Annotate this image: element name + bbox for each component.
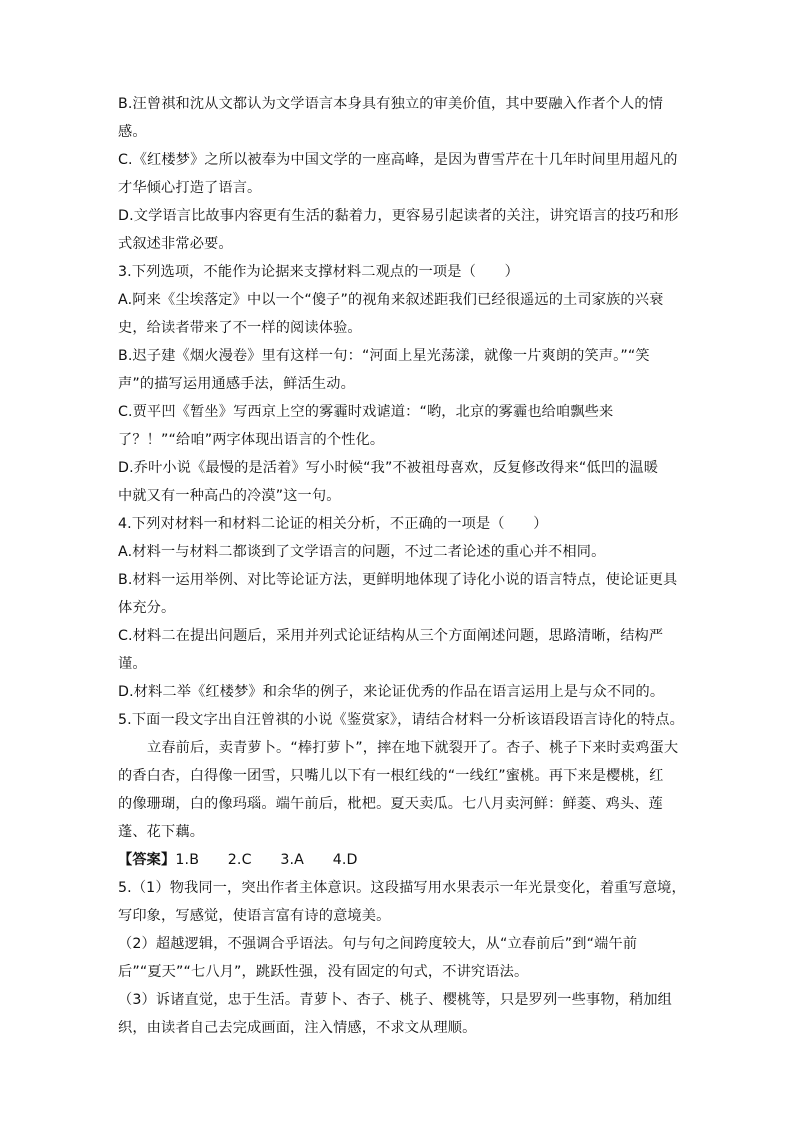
q4-option-a: A.材料一与材料二都谈到了文学语言的问题，不过二者论述的重心并不相同。 xyxy=(118,544,606,560)
q3-option-b-line-1: B.迟子建《烟火漫卷》里有这样一句：“河面上星光荡漾，就像一片爽朗的笑声。”“笑 xyxy=(118,348,650,364)
question-3: 3.下列选项，不能作为论据来支撑材料二观点的一项是（ ） xyxy=(118,264,519,280)
option-c-line-1: C.《红楼梦》之所以被奉为中国文学的一座高峰，是因为曹雪芹在十几年时间里用超凡的 xyxy=(118,152,678,168)
q3-option-d-line-1: D.乔叶小说《最慢的是活着》写小时候“我”不被祖母喜欢，反复修改得来“低凹的温暖 xyxy=(118,460,659,476)
answer-5-line-5: （3）诉诸直觉，忠于生活。青萝卜、杏子、桃子、樱桃等，只是罗列一些事物，稍加组 xyxy=(118,992,673,1008)
answer-5-line-4: 后”“夏天”“七八月”，跳跃性强，没有固定的句式，不讲究语法。 xyxy=(118,964,529,980)
q3-option-d-line-2: 中就又有一种高凸的冷漠”这一句。 xyxy=(118,488,341,504)
q3-option-a-line-1: A.阿来《尘埃落定》中以一个“傻子”的视角来叙述距我们已经很遥远的土司家族的兴衰 xyxy=(118,292,664,308)
answer-5-line-3: （2）超越逻辑，不强调合乎语法。句与句之间跨度较大，从“立春前后”到“端午前 xyxy=(118,936,638,952)
question-5: 5.下面一段文字出自汪曾祺的小说《鉴赏家》，请结合材料一分析该语段语言诗化的特点。 xyxy=(118,712,684,728)
option-b-line-1: B.汪曾祺和沈从文都认为文学语言本身具有独立的审美价值，其中要融入作者个人的情 xyxy=(118,96,664,112)
passage-line-2: 的香白杏，白得像一团雪，只嘴儿以下有一根红线的“一线红”蜜桃。再下来是樱桃，红 xyxy=(118,768,664,784)
q4-option-d: D.材料二举《红楼梦》和余华的例子，来论证优秀的作品在语言运用上是与众不同的。 xyxy=(118,684,665,700)
passage-line-3: 的像珊瑚，白的像玛瑙。端午前后，枇杷。夏天卖瓜。七八月卖河鲜：鲜菱、鸡头、莲 xyxy=(118,796,663,812)
q3-option-b-line-2: 声”的描写运用通感手法，鲜活生动。 xyxy=(118,376,355,392)
q3-option-c-line-2: 了？！”“给咱”两字体现出语言的个性化。 xyxy=(118,432,385,448)
passage-line-4: 蓬、花下藕。 xyxy=(118,824,205,840)
option-d-line-2: 式叙述非常必要。 xyxy=(118,236,233,252)
passage-line-1: 立春前后，卖青萝卜。“棒打萝卜”，摔在地下就裂开了。杏子、桃子下来时卖鸡蛋大 xyxy=(147,740,679,756)
q4-option-c-line-2: 谨。 xyxy=(118,656,147,672)
q4-option-c-line-1: C.材料二在提出问题后，采用并列式论证结构从三个方面阐述问题，思路清晰，结构严 xyxy=(118,628,664,644)
q3-option-a-line-2: 史，给读者带来了不一样的阅读体验。 xyxy=(118,320,362,336)
answer-5-line-6: 织，由读者自己去完成画面，注入情感，不求文从理顺。 xyxy=(118,1020,477,1036)
answer-choices: 1.B 2.C 3.A 4.D xyxy=(175,852,358,868)
option-d-line-1: D.文学语言比故事内容更有生活的黏着力，更容易引起读者的关注，讲究语言的技巧和形 xyxy=(118,208,679,224)
q4-option-b-line-1: B.材料一运用举例、对比等论证方法，更鲜明地体现了诗化小说的语言特点，使论证更具 xyxy=(118,572,678,588)
answer-label: 【答案】 xyxy=(118,852,176,868)
q4-option-b-line-2: 体充分。 xyxy=(118,600,176,616)
question-4: 4.下列对材料一和材料二论证的相关分析，不正确的一项是（ ） xyxy=(118,516,548,532)
option-b-line-2: 感。 xyxy=(118,124,147,140)
answer-line xyxy=(118,850,678,870)
q3-option-c-line-1: C.贾平凹《暂坐》写西京上空的雾霾时戏谑道：“哟，北京的雾霾也给咱飘些来 xyxy=(118,404,614,420)
answer-5-line-2: 写印象，写感觉，使语言富有诗的意境美。 xyxy=(118,908,391,924)
option-c-line-2: 才华倾心打造了语言。 xyxy=(118,180,262,196)
answer-5-line-1: 5.（1）物我同一，突出作者主体意识。这段描写用水果表示一年光景变化，着重写意境， xyxy=(118,880,686,896)
